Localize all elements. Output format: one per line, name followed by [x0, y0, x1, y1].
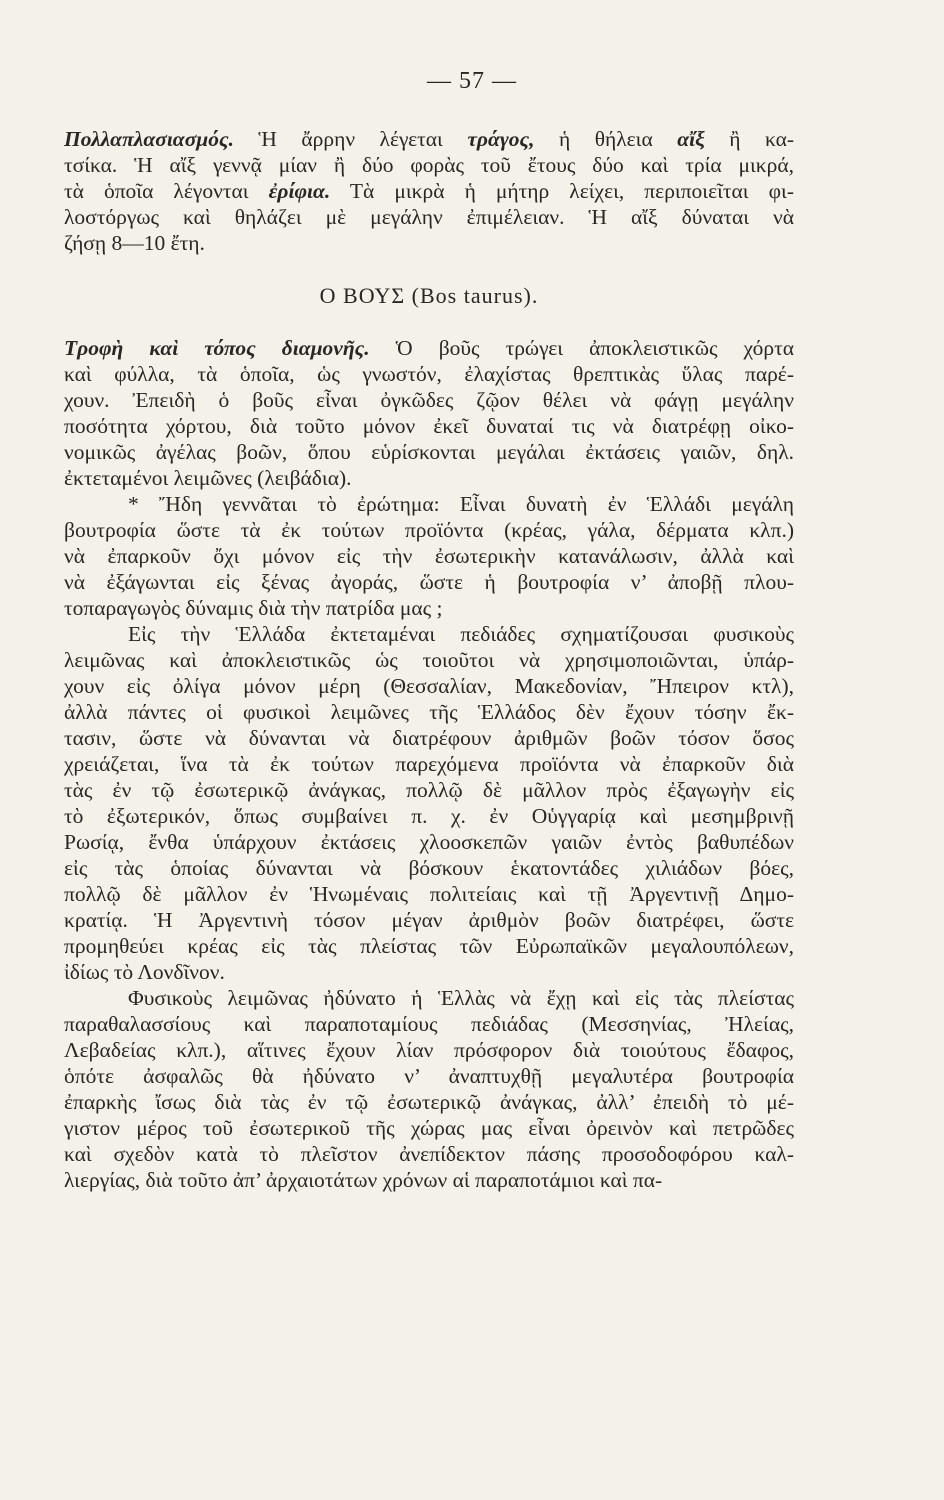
text-line	[64, 204, 794, 230]
text-line	[64, 829, 794, 855]
text-run: Λεβαδείας κλπ.), αἵτινες ἔχουν λίαν πρόσφορον διὰ τοιούτους ἔδαφος,	[64, 1038, 794, 1062]
text-line	[64, 126, 794, 152]
text-run: ἡ θήλεια	[534, 127, 678, 151]
text-run: τὰς ἐν τῷ ἐσωτερικῷ ἀνάγκας, πολλῷ δὲ μᾶλλον πρὸς ἐξαγωγὴν εἰς	[64, 778, 794, 802]
text-line	[64, 595, 794, 621]
text-run: λοστόργως καὶ θηλάζει μὲ μεγάλην ἐπιμέλειαν. Ἡ αἴξ δύναται νὰ	[64, 205, 794, 229]
text-line	[64, 985, 794, 1011]
text-run: παραθαλασσίους καὶ παραποταμίους πεδιάδας (Μεσσηνίας, Ἠλείας,	[64, 1012, 794, 1036]
text-line	[64, 569, 794, 595]
text-line	[64, 543, 794, 569]
text-run: Ἡ ἄρρην λέγεται	[233, 127, 468, 151]
text-run: τσίκα. Ἡ αἴξ γεννᾷ μίαν ἢ δύο φορὰς τοῦ ἔτους δύο καὶ τρία μικρά,	[64, 153, 794, 177]
text-run: Τὰ μικρὰ ἡ μήτηρ λείχει, περιποιεῖται φι-	[330, 179, 794, 203]
text-run: χουν. Ἐπειδὴ ὁ βοῦς εἶναι ὀγκῶδες ζῷον θέλει νὰ φάγῃ μεγάλην	[64, 388, 794, 412]
text-run: γιστον μέρος τοῦ ἐσωτερικοῦ τῆς χώρας μας εἶναι ὀρεινὸν καὶ πετρῶδες	[64, 1116, 794, 1140]
text-line	[64, 1167, 794, 1193]
emphasis-term: τράγος,	[467, 127, 535, 151]
text-line	[64, 881, 794, 907]
text-line	[64, 803, 794, 829]
text-run: βουτροφία ὥστε τὰ ἐκ τούτων προϊόντα (κρέας, γάλα, δέρματα κλπ.)	[64, 518, 794, 542]
page-number: — 57 —	[427, 68, 517, 94]
text-run: νομικῶς ἀγέλας βοῶν, ὅπου εὑρίσκονται μεγάλαι ἐκτάσεις γαιῶν, δηλ.	[64, 440, 794, 464]
text-run: ἐπαρκὴς ἴσως διὰ τὰς ἐν τῷ ἐσωτερικῷ ἀνάγκας, ἀλλ’ ἐπειδὴ τὸ μέ-	[64, 1090, 794, 1114]
text-run: λειμῶνας καὶ ἀποκλειστικῶς ὡς τοιοῦτοι νὰ χρησιμοποιῶνται, ὑπάρ-	[64, 648, 794, 672]
text-line	[64, 907, 794, 933]
text-run: ὁπότε ἀσφαλῶς θὰ ἠδύνατο ν’ ἀναπτυχθῇ μεγαλυτέρα βουτροφία	[64, 1064, 794, 1088]
paragraph-gap	[64, 256, 794, 283]
text-run: κρατίᾳ. Ἡ Ἀργεντινὴ τόσον μέγαν ἀριθμὸν βοῶν διατρέφει, ὥστε	[64, 908, 794, 932]
text-run: Εἰς τὴν Ἑλλάδα ἐκτεταμέναι πεδιάδες σχηματίζουσαι φυσικοὺς	[128, 622, 794, 646]
text-run: πολλῷ δὲ μᾶλλον ἐν Ἡνωμέναις πολιτείαις καὶ τῇ Ἀργεντινῇ Δημο-	[64, 882, 794, 906]
text-run: Ὁ βοῦς τρώγει ἀποκλειστικῶς χόρτα	[369, 336, 794, 360]
text-run: νὰ ἐπαρκοῦν ὄχι μόνον εἰς τὴν ἐσωτερικὴν κατανάλωσιν, ἀλλὰ καὶ	[64, 544, 794, 568]
text-line	[64, 855, 794, 881]
text-line	[64, 673, 794, 699]
text-line	[64, 439, 794, 465]
text-line	[64, 178, 794, 204]
text-run: ἐκτεταμένοι λειμῶνες (λειβάδια).	[64, 466, 352, 490]
text-line	[64, 777, 794, 803]
text-run: εἰς τὰς ὁποίας δύνανται νὰ βόσκουν ἑκατοντάδες χιλιάδων βόες,	[64, 856, 794, 880]
text-run: ἢ κα-	[704, 127, 794, 151]
emphasis-term: Πολλαπλασιασμός.	[64, 127, 234, 151]
text-run: καὶ σχεδὸν κατὰ τὸ πλεῖστον ἀνεπίδεκτον πάσης προσοδοφόρου καλ-	[64, 1142, 794, 1166]
text-line	[64, 413, 794, 439]
text-line	[64, 725, 794, 751]
text-run: τὰ ὁποῖα λέγονται	[64, 179, 269, 203]
text-run: λιεργίας, διὰ τοῦτο ἀπ’ ἀρχαιοτάτων χρόνων αἱ παραποτάμιοι καὶ πα-	[64, 1168, 663, 1192]
text-run: τοπαραγωγὸς δύναμις διὰ τὴν πατρίδα μας ;	[64, 596, 443, 620]
text-line	[64, 361, 794, 387]
text-line	[64, 465, 794, 491]
text-run: ἀλλὰ πάντες οἱ φυσικοὶ λειμῶνες τῆς Ἑλλάδος δὲν ἔχουν τόσην ἔκ-	[64, 700, 794, 724]
text-run: τασιν, ὥστε νὰ δύνανται νὰ διατρέφουν ἀριθμῶν βοῶν τόσον ὅσος	[64, 726, 794, 750]
text-line	[64, 1141, 794, 1167]
text-run: ζήσῃ 8—10 ἔτη.	[64, 231, 205, 255]
text-line	[64, 933, 794, 959]
text-line	[64, 959, 794, 985]
text-line	[64, 699, 794, 725]
text-run: τὸ ἐξωτερικόν, ὅπως συμβαίνει π. χ. ἐν Οὑγγαρίᾳ καὶ μεσημβρινῇ	[64, 804, 794, 828]
text-line	[64, 517, 794, 543]
body-text	[64, 126, 794, 1193]
paragraph-gap	[64, 309, 794, 336]
text-run: * Ἤδη γεννᾶται τὸ ἐρώτημα: Εἶναι δυνατὴ ἐν Ἑλλάδι μεγάλη	[128, 492, 794, 516]
emphasis-term: αἴξ	[677, 127, 705, 151]
text-line	[64, 152, 794, 178]
text-run: νὰ ἐξάγωνται εἰς ξένας ἀγοράς, ὥστε ἡ βουτροφία ν’ ἀποβῇ πλου-	[64, 570, 794, 594]
text-run: Φυσικοὺς λειμῶνας ἠδύνατο ἡ Ἑλλὰς νὰ ἔχῃ καὶ εἰς τὰς πλείστας	[128, 986, 794, 1010]
text-run: καὶ φύλλα, τὰ ὁποῖα, ὡς γνωστόν, ἐλαχίστας θρεπτικὰς ὕλας παρέ-	[64, 362, 794, 386]
text-run: ποσότητα χόρτου, διὰ τοῦτο μόνον ἐκεῖ δυναταί τις νὰ διατρέφῃ οἰκο-	[64, 414, 794, 438]
text-line	[64, 230, 794, 256]
text-line	[64, 1011, 794, 1037]
text-run: ἰδίως τὸ Λονδῖνον.	[64, 960, 225, 984]
text-line	[64, 647, 794, 673]
emphasis-term: Τροφὴ καὶ τόπος διαμονῆς.	[64, 336, 370, 360]
text-run: χρειάζεται, ἵνα τὰ ἐκ τούτων παρεχόμενα προϊόντα νὰ ἐπαρκοῦν διὰ	[64, 752, 794, 776]
text-line	[64, 1037, 794, 1063]
text-run: χουν εἰς ὀλίγα μόνον μέρη (Θεσσαλίαν, Μακεδονίαν, Ἤπειρον κτλ),	[64, 674, 794, 698]
emphasis-term: ἐρίφια.	[268, 179, 331, 203]
text-line	[64, 621, 794, 647]
section-heading: Ο ΒΟΥΣ (Bos taurus).	[319, 282, 539, 308]
text-line	[64, 1089, 794, 1115]
text-line	[64, 387, 794, 413]
text-line	[64, 491, 794, 517]
text-line	[64, 751, 794, 777]
text-line	[64, 1115, 794, 1141]
text-run: Ρωσίᾳ, ἔνθα ὑπάρχουν ἐκτάσεις χλοοσκεπῶν γαιῶν ἐντὸς βαθυπέδων	[64, 830, 794, 854]
text-run: προμηθεύει κρέας εἰς τὰς πλείστας τῶν Εὐρωπαϊκῶν μεγαλουπόλεων,	[64, 934, 794, 958]
text-line	[64, 1063, 794, 1089]
text-line	[64, 335, 794, 361]
